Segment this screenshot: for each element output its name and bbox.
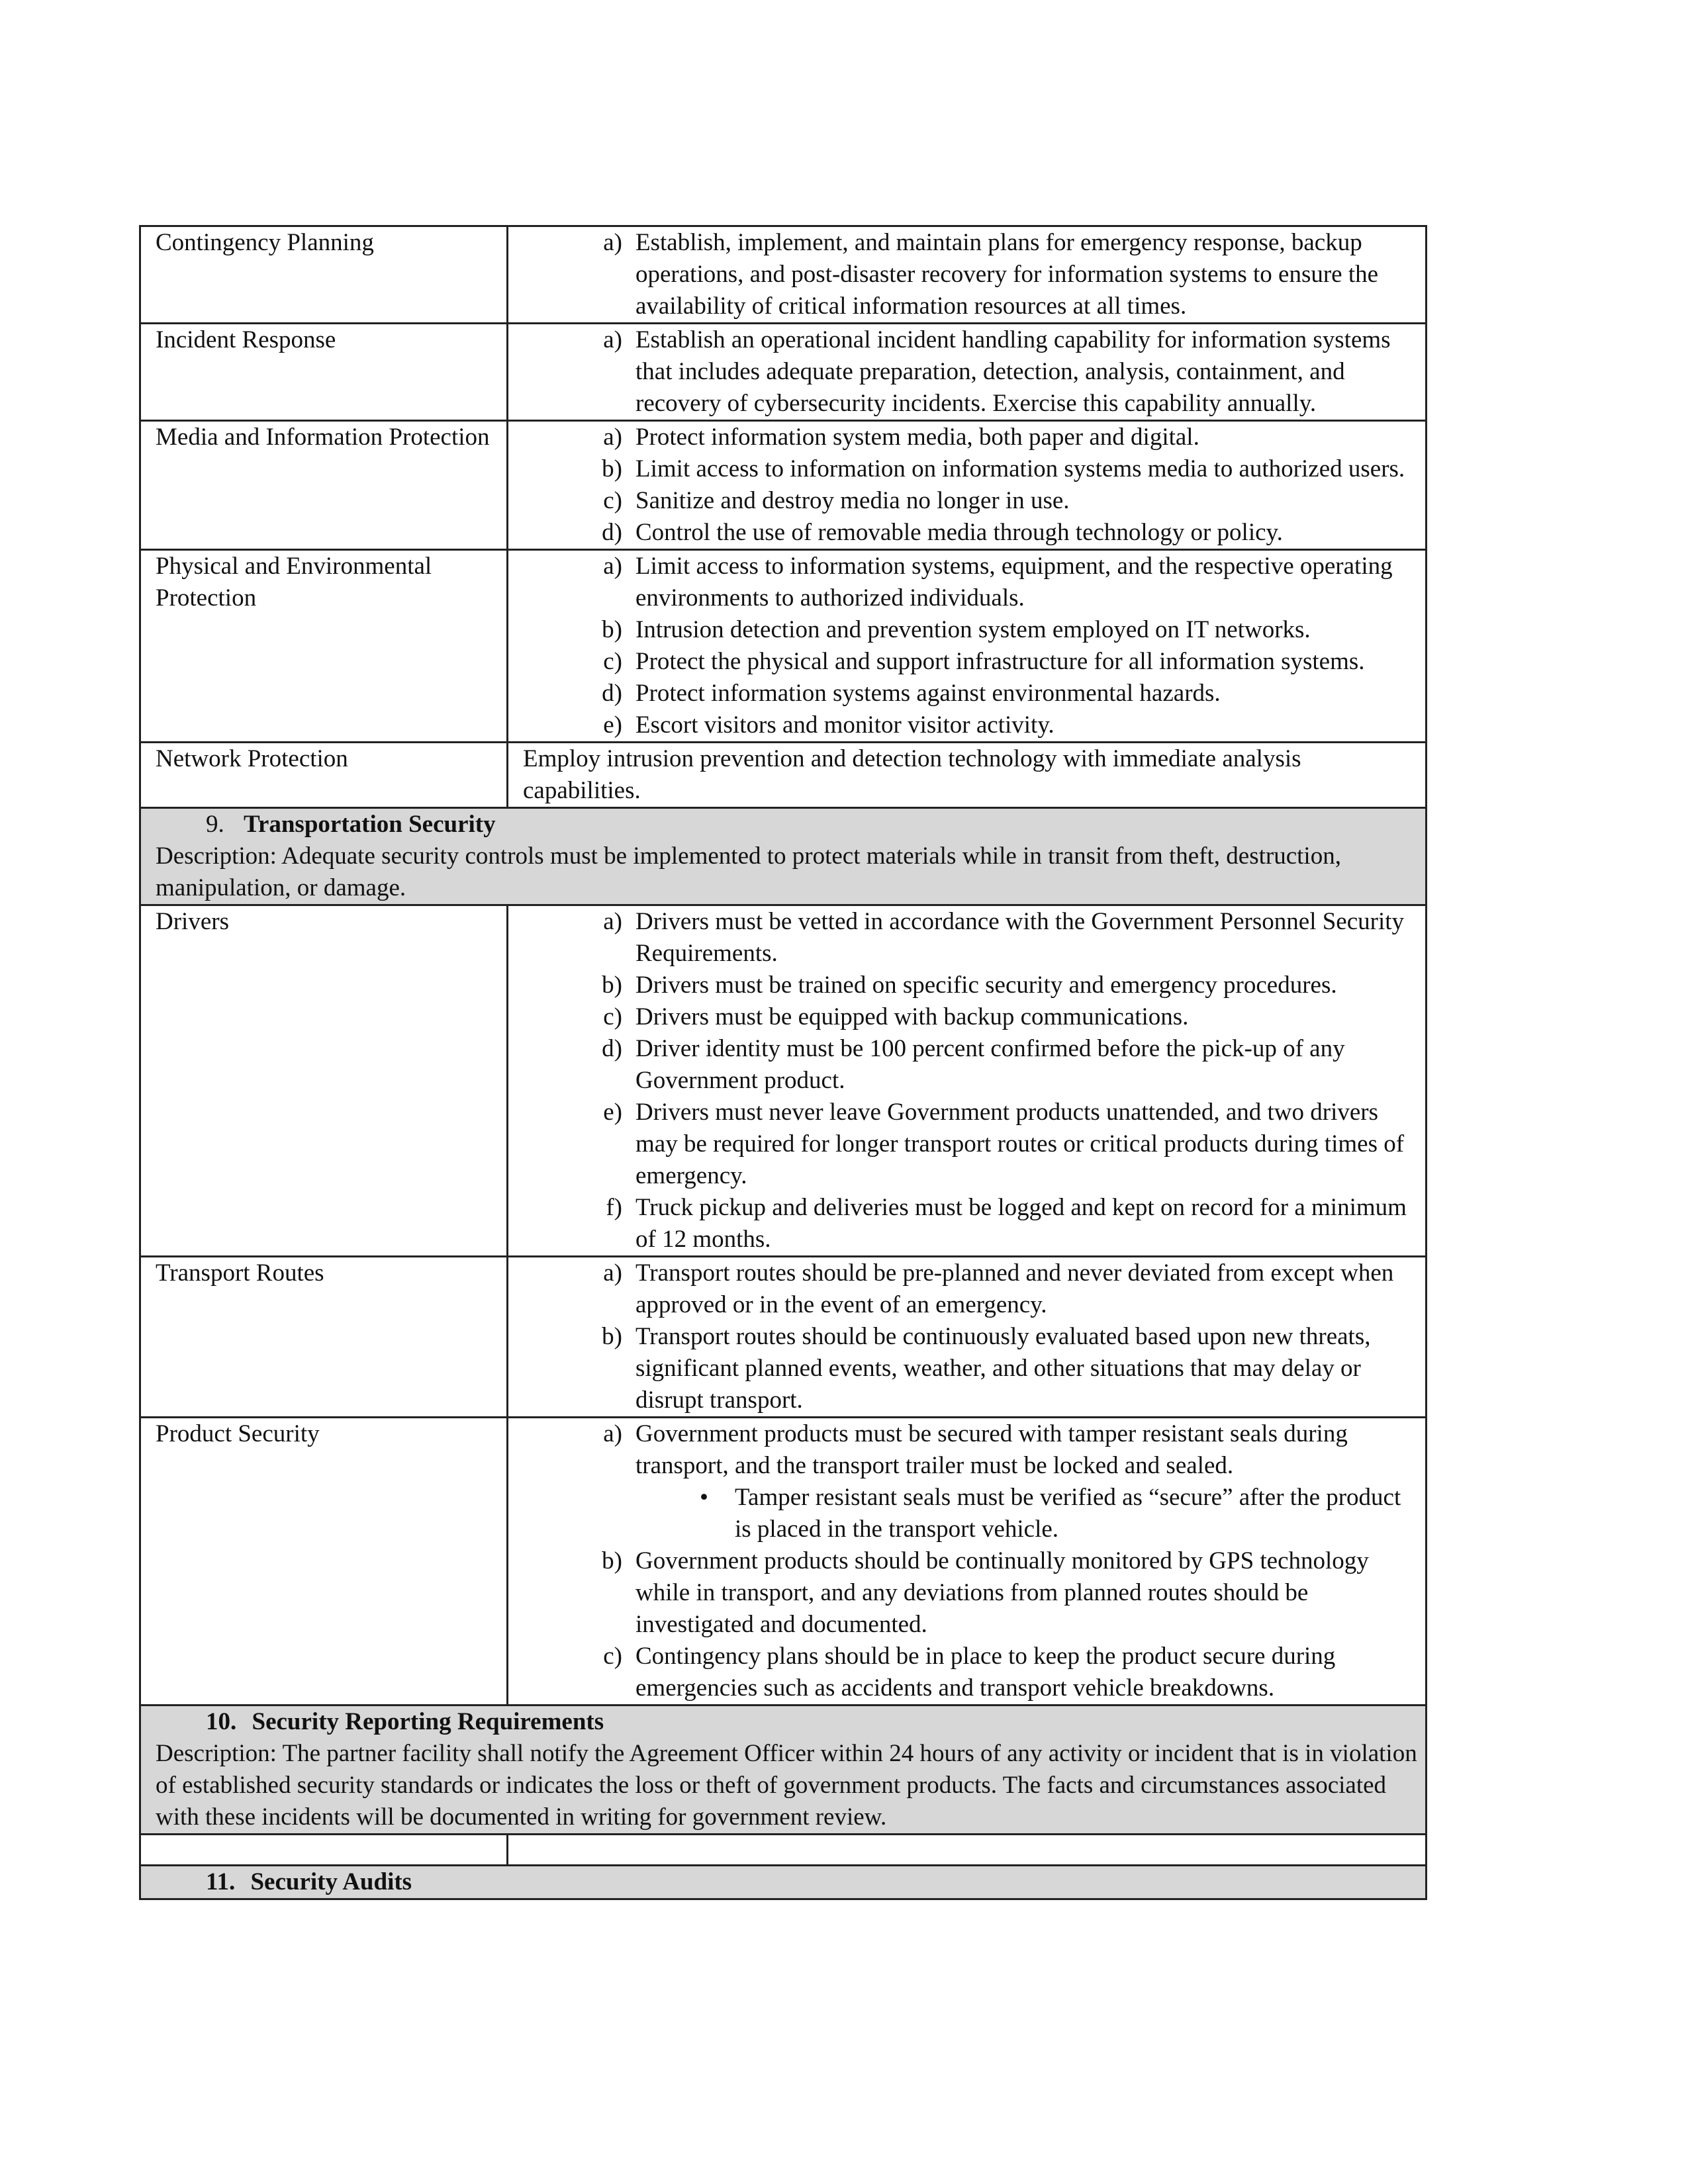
empty-row: [140, 1835, 1427, 1866]
list-item: [523, 678, 1417, 709]
list-item: [523, 1641, 1417, 1704]
item-marker: e): [603, 711, 622, 739]
row-content: [508, 905, 1427, 1257]
list-item: [523, 227, 1417, 322]
table-row: [140, 324, 1427, 421]
item-text: Control the use of removable media through technology or policy.: [635, 519, 1283, 546]
item-marker: c): [603, 648, 622, 675]
item-text: Sanitize and destroy media no longer in use.: [635, 487, 1070, 514]
list-item: [523, 324, 1417, 420]
section-number: 10.: [206, 1708, 237, 1735]
row-content: [508, 1418, 1427, 1706]
item-marker: c): [603, 1003, 622, 1030]
item-text: Escort visitors and monitor visitor activity.: [635, 711, 1055, 739]
item-text: Establish, implement, and maintain plans for emergency response, backup operations, and post-disaster recovery for information systems to ensure the availability of critical information resources at all times.: [635, 229, 1379, 320]
item-text: Limit access to information on information systems media to authorized users.: [635, 455, 1405, 482]
row-label: Transport Routes: [140, 1257, 508, 1418]
section-title: Transportation Security: [244, 811, 496, 838]
row-label: Drivers: [140, 905, 508, 1257]
section-title: Security Audits: [250, 1868, 412, 1895]
table-row: [140, 1418, 1427, 1706]
item-text: Drivers must never leave Government products unattended, and two drivers may be required for longer transport routes or critical products during times of emergency.: [635, 1099, 1405, 1189]
list-item: [523, 1192, 1417, 1255]
item-text: Contingency plans should be in place to keep the product secure during emergencies such as accidents and transport vehicle breakdowns.: [635, 1643, 1336, 1702]
list-item: [523, 485, 1417, 517]
item-text: Government products must be secured with tamper resistant seals during transport, and the transport trailer must be locked and sealed.: [635, 1420, 1348, 1479]
section-header-9: [140, 808, 1427, 905]
item-text: Transport routes should be pre-planned and never deviated from except when approved or in the event of an emergency.: [635, 1259, 1394, 1318]
row-label: Physical and Environmental Protection: [140, 550, 508, 743]
section-number: 9.: [206, 811, 224, 838]
row-content: [508, 421, 1427, 550]
row-content: Employ intrusion prevention and detection technology with immediate analysis capabilities.: [508, 743, 1427, 808]
list-item: [523, 709, 1417, 741]
table-row: [140, 550, 1427, 743]
table-row: [140, 1257, 1427, 1418]
table-body-top: [140, 226, 1427, 743]
section-header-10: [140, 1706, 1427, 1835]
table-body-transport: [140, 905, 1427, 1418]
product-security-body: [140, 1418, 1427, 1899]
item-marker: a): [603, 1259, 622, 1287]
table-row: [140, 905, 1427, 1257]
item-text: Driver identity must be 100 percent confirmed before the pick-up of any Government product.: [635, 1035, 1345, 1094]
bullet-icon: •: [700, 1484, 708, 1511]
item-marker: a): [603, 326, 622, 353]
item-text: Government products should be continually monitored by GPS technology while in transport, and any deviations from planned routes should be investigated and documented.: [635, 1547, 1369, 1638]
row-label: Network Protection: [140, 743, 508, 808]
network-protection-body: [140, 743, 1427, 905]
list-item: [523, 1257, 1417, 1321]
item-marker: f): [606, 1194, 622, 1221]
item-marker: a): [603, 908, 622, 935]
item-marker: b): [602, 1547, 622, 1574]
row-label: Media and Information Protection: [140, 421, 508, 550]
item-marker: b): [602, 1323, 622, 1350]
row-content: [508, 226, 1427, 324]
item-marker: a): [603, 424, 622, 451]
item-marker: d): [602, 680, 622, 707]
item-marker: b): [602, 455, 622, 482]
item-text: Protect information systems against environmental hazards.: [635, 680, 1221, 707]
row-label: Contingency Planning: [140, 226, 508, 324]
item-text: Establish an operational incident handling capability for information systems that includes adequate preparation, detection, analysis, containment, and recovery of cybersecurity incidents. Exercise this capability annually.: [635, 326, 1391, 417]
row-content: [508, 550, 1427, 743]
list-item: [523, 646, 1417, 678]
item-marker: b): [602, 616, 622, 643]
row-label: Product Security: [140, 1418, 508, 1706]
row-label: Incident Response: [140, 324, 508, 421]
sub-item-text: Tamper resistant seals must be verified as “secure” after the product is placed in the transport vehicle.: [735, 1484, 1401, 1543]
sub-list-item: [523, 1482, 1417, 1545]
item-marker: a): [603, 553, 622, 580]
item-marker: c): [603, 487, 622, 514]
table-row: [140, 743, 1427, 808]
item-text: Drivers must be trained on specific security and emergency procedures.: [635, 972, 1337, 999]
list-item: [523, 970, 1417, 1001]
list-item: [523, 517, 1417, 549]
section-header-11: [140, 1866, 1427, 1899]
list-item: [523, 1545, 1417, 1641]
item-marker: a): [603, 1420, 622, 1447]
list-item: [523, 906, 1417, 970]
section-description: Description: Adequate security controls must be implemented to protect materials while in transit from theft, destruction, manipulation, or damage.: [156, 842, 1341, 901]
list-item: [523, 1097, 1417, 1192]
list-item: [523, 1001, 1417, 1033]
item-text: Intrusion detection and prevention system employed on IT networks.: [635, 616, 1311, 643]
security-requirements-table: [139, 225, 1427, 1900]
section-title: Security Reporting Requirements: [252, 1708, 604, 1735]
section-description: Description: The partner facility shall notify the Agreement Officer within 24 hours of any activity or incident that is in violation of established security standards or indicates the loss or theft of government products. The facts and circumstances associated with these incidents will be documented in writing for government review.: [156, 1740, 1417, 1831]
item-text: Protect information system media, both paper and digital.: [635, 424, 1199, 451]
list-item: [523, 551, 1417, 614]
list-item: [523, 1033, 1417, 1097]
item-marker: b): [602, 972, 622, 999]
list-item: [523, 422, 1417, 453]
table-row: [140, 226, 1427, 324]
item-text: Drivers must be vetted in accordance with the Government Personnel Security Requirements.: [635, 908, 1405, 967]
item-marker: e): [603, 1099, 622, 1126]
item-text: Protect the physical and support infrastructure for all information systems.: [635, 648, 1365, 675]
item-marker: a): [603, 229, 622, 256]
item-marker: d): [602, 519, 622, 546]
item-text: Transport routes should be continuously evaluated based upon new threats, significant planned events, weather, and other situations that may delay or disrupt transport.: [635, 1323, 1371, 1414]
list-item: [523, 614, 1417, 646]
item-marker: d): [602, 1035, 622, 1062]
row-content: [508, 1257, 1427, 1418]
list-item: [523, 453, 1417, 485]
list-item: [523, 1418, 1417, 1545]
item-text: Drivers must be equipped with backup communications.: [635, 1003, 1189, 1030]
item-text: Truck pickup and deliveries must be logged and kept on record for a minimum of 12 months.: [635, 1194, 1407, 1253]
item-text: Limit access to information systems, equipment, and the respective operating environments to authorized individuals.: [635, 553, 1393, 612]
table-row: [140, 421, 1427, 550]
section-number: 11.: [206, 1868, 236, 1895]
row-content: [508, 324, 1427, 421]
list-item: [523, 1321, 1417, 1416]
item-marker: c): [603, 1643, 622, 1670]
